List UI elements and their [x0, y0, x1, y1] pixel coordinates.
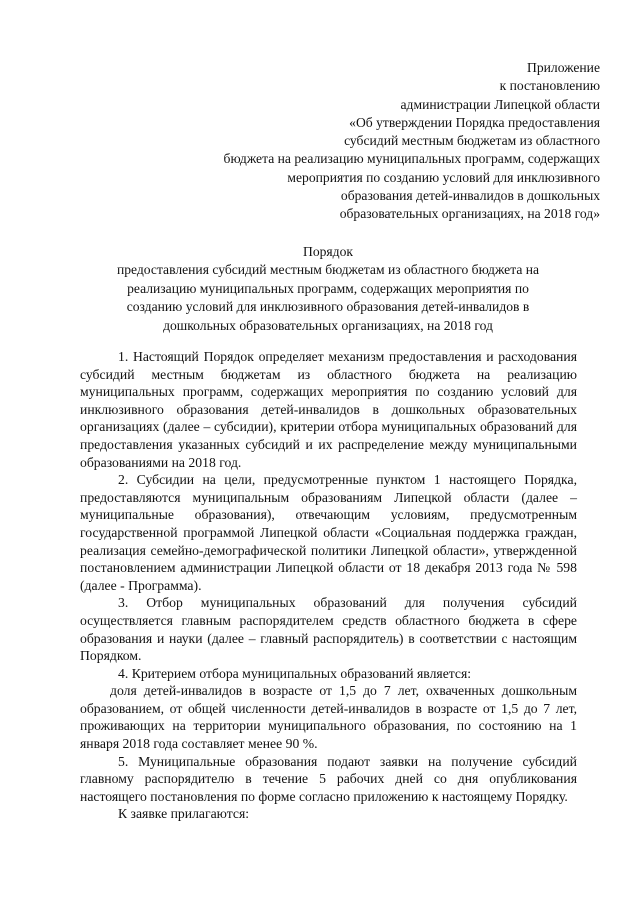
appendix-line: образования детей-инвалидов в дошкольных	[340, 188, 600, 204]
appendix-header	[140, 59, 600, 224]
paragraph-4: 4. Критерием отбора муниципальных образований является:	[118, 665, 472, 681]
paragraph-1: 1. Настоящий Порядок определяет механизм предоставления и расходования субсидий местным бюджетам из областного бюджета на реализацию муниципальных программ, содержащих мероприятия по созданию условий для инклюзивного образования детей-инвалидов в дошкольных образовательных организациях (далее – субсидии), критерии отбора муниципальных образований для предоставления указанных субсидий и их распределение между муниципальными образованиями на 2018 год.	[80, 349, 577, 470]
document-title	[80, 243, 576, 335]
title-line: реализацию муниципальных программ, содержащих мероприятия по	[127, 280, 529, 296]
document-body	[80, 348, 577, 823]
title-line: созданию условий для инклюзивного образования детей-инвалидов в	[126, 299, 530, 315]
title-heading: Порядок	[303, 244, 353, 259]
appendix-line: Приложение	[527, 60, 600, 75]
appendix-line: «Об утверждении Порядка предоставления	[349, 114, 600, 130]
paragraph-4-criterion: доля детей-инвалидов в возрасте от 1,5 до 7 лет, охваченных дошкольным образованием, от общей численности детей-инвалидов в возрасте от 1,5 до 7 лет, проживающих на территории муниципального образования, по состоянию на 1 января 2018 года составляет менее 90 %.	[80, 683, 577, 752]
appendix-line: бюджета на реализацию муниципальных программ, содержащих	[223, 151, 600, 167]
appendix-line: образовательных организациях, на 2018 год»	[339, 206, 600, 222]
appendix-line: субсидий местным бюджетам из областного	[344, 133, 600, 149]
title-line: дошкольных образовательных организациях, на 2018 год	[163, 317, 493, 333]
paragraph-2: 2. Субсидии на цели, предусмотренные пунктом 1 настоящего Порядка, предоставляются муниципальным образованиям Липецкой области (далее – муниципальные образования), отвечающим условиям, предусмотренным государственной программой Липецкой области «Социальная поддержка граждан, реализация семейно-демографической политики Липецкой области», утвержденной постановлением администрации Липецкой области от 18 декабря 2013 года № 598 (далее - Программа).	[80, 472, 577, 593]
paragraph-3: 3. Отбор муниципальных образований для получения субсидий осуществляется главным распорядителем средств областного бюджета в сфере образования и науки (далее – главный распорядитель) в соответствии с настоящим Порядком.	[80, 595, 577, 664]
paragraph-attachments: К заявке прилагаются:	[118, 806, 250, 822]
title-line: предоставления субсидий местным бюджетам из областного бюджета на	[116, 262, 540, 278]
appendix-line: к постановлению	[499, 78, 600, 94]
paragraph-5: 5. Муниципальные образования подают заявки на получение субсидий главному распорядителю в течение 5 рабочих дней со дня опубликования настоящего постановления по форме согласно приложению к настоящему Порядку.	[80, 753, 577, 804]
appendix-line: мероприятия по созданию условий для инклюзивного	[287, 169, 600, 185]
appendix-line: администрации Липецкой области	[400, 96, 600, 112]
